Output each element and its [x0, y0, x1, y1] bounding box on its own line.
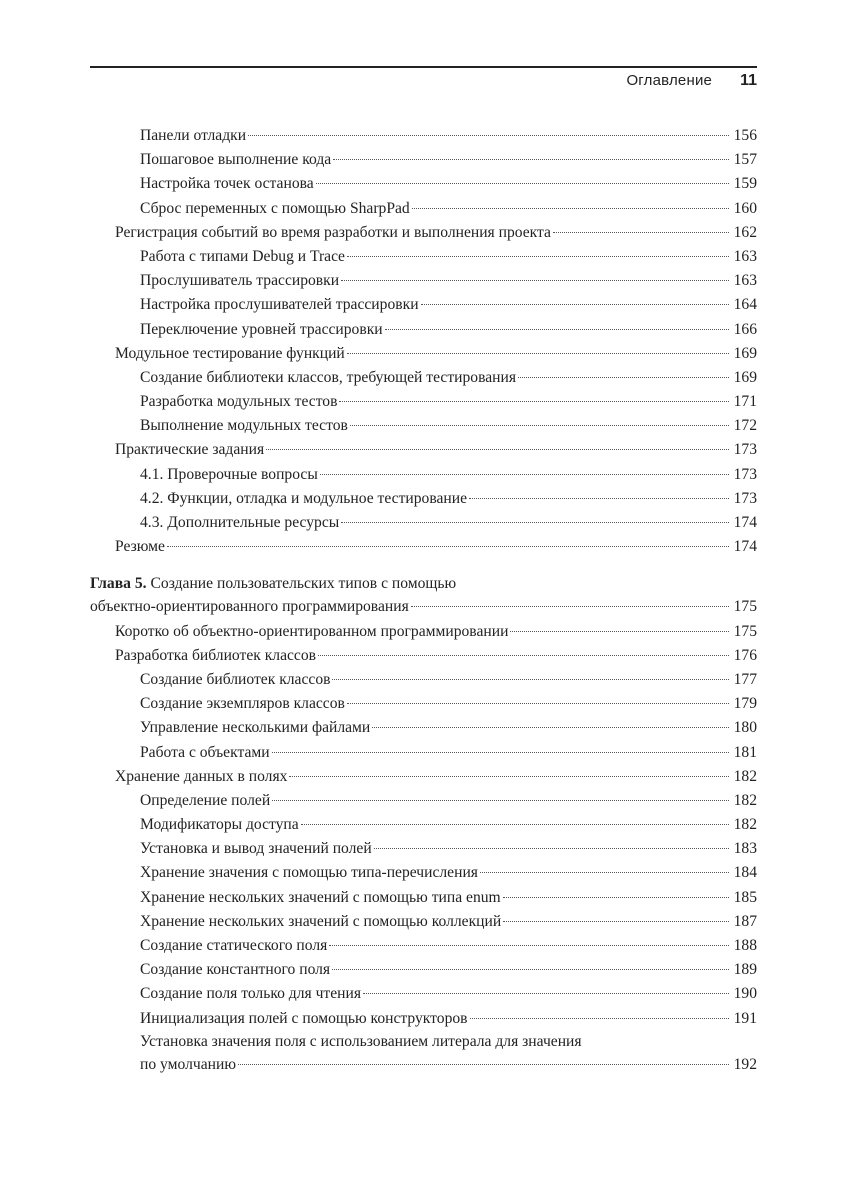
entry-text: Создание статического поля [140, 937, 328, 954]
entry-text: Разработка библиотек классов [115, 646, 317, 664]
entry-page-number: 181 [733, 743, 757, 761]
dot-leader [518, 377, 729, 378]
entry-page-number: 159 [733, 175, 757, 193]
entry-text: Хранение значения с помощью типа-перечисления [140, 864, 478, 882]
entry-page-number: 179 [733, 695, 757, 713]
dot-leader [503, 921, 729, 922]
running-head [626, 72, 757, 90]
entry-text: Создание поля только для чтения [140, 985, 362, 1003]
entry-page-number: 182 [733, 816, 757, 834]
toc-entry[interactable] [90, 269, 757, 293]
dot-leader [372, 727, 729, 728]
entry-text: Разработка модульных тестов [140, 393, 338, 411]
entry-text: Инициализация полей с помощью конструкторов [140, 1009, 468, 1027]
dot-leader [363, 993, 729, 994]
entry-page-number: 163 [733, 272, 757, 290]
toc-entry[interactable] [90, 765, 757, 789]
toc-entry[interactable] [90, 124, 757, 148]
chapter-label: Глава 5. [90, 575, 147, 593]
entry-text: Панели отладки [140, 127, 247, 144]
entry-page-number: 182 [733, 767, 757, 785]
entry-page-number: 175 [733, 622, 757, 640]
dot-leader [318, 655, 729, 656]
entry-text: Регистрация событий во время разработки и выполнения проекта [115, 223, 551, 241]
entry-text-line1: Установка значения поля с использованием литерала для значения [140, 1032, 582, 1050]
entry-page-number: 173 [733, 465, 757, 483]
entry-page-number: 177 [733, 670, 757, 688]
dot-leader [411, 606, 729, 607]
entry-text: Модульное тестирование функций [115, 344, 345, 362]
header-rule [90, 66, 757, 68]
toc-entry[interactable] [90, 910, 757, 934]
toc-entry-multiline-continuation[interactable] [90, 1053, 757, 1077]
dot-leader [332, 679, 729, 680]
toc-entry[interactable] [90, 620, 757, 644]
entry-text: Настройка прослушивателей трассировки [140, 296, 419, 314]
toc-section-chapter-5 [90, 620, 757, 1031]
entry-text: Создание экземпляров классов [140, 695, 345, 713]
toc-entry-multiline[interactable] [90, 1031, 757, 1053]
toc-entry[interactable] [90, 511, 757, 535]
entry-page-number: 157 [733, 151, 757, 169]
entry-text: Переключение уровней трассировки [140, 320, 383, 338]
dot-leader [374, 848, 729, 849]
dot-leader [238, 1064, 729, 1065]
entry-page-number: 182 [733, 791, 757, 809]
entry-page-number: 162 [733, 223, 757, 241]
entry-page-number: 184 [733, 864, 757, 882]
toc-entry[interactable] [90, 861, 757, 885]
toc-entry[interactable] [90, 886, 757, 910]
entry-text: Сброс переменных с помощью SharpPad [140, 199, 410, 217]
entry-page-number: 180 [733, 719, 757, 737]
dot-leader [301, 824, 729, 825]
dot-leader [167, 546, 729, 547]
entry-text: Практические задания [115, 441, 265, 459]
entry-text: Управление несколькими файлами [140, 719, 371, 737]
dot-leader [480, 872, 729, 873]
page-number: 11 [740, 72, 757, 89]
entry-page-number: 191 [733, 1009, 757, 1027]
dot-leader [339, 401, 729, 402]
dot-leader [320, 474, 729, 475]
entry-text: Модификаторы доступа [140, 816, 299, 834]
entry-text: Хранение нескольких значений с помощью типа enum [140, 888, 501, 906]
toc-entry[interactable] [90, 716, 757, 740]
entry-page-number: 173 [733, 489, 757, 507]
entry-page-number: 163 [733, 247, 757, 265]
entry-page-number: 174 [733, 538, 757, 556]
dot-leader [272, 800, 729, 801]
dot-leader [289, 776, 729, 777]
toc-entry[interactable] [90, 535, 757, 559]
dot-leader [412, 208, 729, 209]
dot-leader [347, 256, 729, 257]
chapter-heading[interactable] [90, 573, 757, 595]
toc-entry[interactable] [90, 692, 757, 716]
entry-page-number: 164 [733, 296, 757, 314]
dot-leader [272, 752, 729, 753]
entry-page-number: 187 [733, 912, 757, 930]
dot-leader [421, 304, 729, 305]
entry-page-number: 190 [733, 985, 757, 1003]
entry-text: 4.1. Проверочные вопросы [140, 465, 318, 483]
entry-text: Создание константного поля [140, 961, 331, 979]
dot-leader [510, 631, 729, 632]
toc-entry[interactable] [90, 958, 757, 982]
toc-entry[interactable] [90, 245, 757, 269]
entry-text: Хранение нескольких значений с помощью коллекций [140, 912, 502, 930]
toc-entry[interactable] [90, 668, 757, 692]
entry-text: Выполнение модульных тестов [140, 417, 348, 435]
chapter-title-line1: Создание пользовательских типов с помощью [150, 575, 457, 593]
toc-entry[interactable] [90, 172, 757, 196]
dot-leader [470, 1018, 729, 1019]
entry-text: Хранение данных в полях [115, 767, 288, 785]
toc-entry[interactable] [90, 487, 757, 511]
toc-entry[interactable] [90, 813, 757, 837]
entry-text: Резюме [115, 538, 165, 556]
entry-page-number: 176 [733, 646, 757, 664]
entry-page-number: 174 [733, 514, 757, 531]
toc-entry[interactable] [90, 644, 757, 668]
entry-text: 4.3. Дополнительные ресурсы [140, 514, 340, 531]
chapter-heading-continuation[interactable] [90, 595, 757, 619]
entry-text: Определение полей [140, 791, 271, 809]
entry-text: Установка и вывод значений полей [140, 840, 372, 858]
entry-page-number: 172 [733, 417, 757, 435]
entry-page-number: 166 [733, 320, 757, 338]
entry-text: Создание библиотеки классов, требующей тестирования [140, 368, 517, 386]
entry-page-number: 156 [733, 127, 757, 144]
entry-text-line2: по умолчанию [140, 1055, 236, 1073]
entry-text: Прослушиватель трассировки [140, 272, 340, 290]
toc-entry[interactable] [90, 463, 757, 487]
toc-entry[interactable] [90, 414, 757, 438]
entry-page-number: 171 [733, 393, 757, 411]
table-of-contents [90, 124, 757, 1077]
toc-entry[interactable] [90, 197, 757, 221]
toc-entry[interactable] [90, 741, 757, 765]
dot-leader [266, 449, 729, 450]
toc-entry[interactable] [90, 342, 757, 366]
toc-entry[interactable] [90, 438, 757, 462]
entry-text: Настройка точек останова [140, 175, 314, 193]
entry-text: 4.2. Функции, отладка и модульное тестирование [140, 489, 468, 507]
dot-leader [248, 135, 729, 136]
toc-entry[interactable] [90, 366, 757, 390]
entry-text: Работа с типами Debug и Trace [140, 247, 345, 265]
entry-text: Пошаговое выполнение кода [140, 151, 332, 169]
toc-entry[interactable] [90, 221, 757, 245]
dot-leader [347, 703, 729, 704]
entry-page-number: 169 [733, 344, 757, 362]
dot-leader [333, 159, 729, 160]
toc-entry[interactable] [90, 293, 757, 317]
entry-page-number: 169 [733, 368, 757, 386]
dot-leader [350, 425, 729, 426]
dot-leader [469, 498, 729, 499]
dot-leader [329, 945, 729, 946]
toc-entry[interactable] [90, 318, 757, 342]
dot-leader [553, 232, 729, 233]
chapter-page-number: 175 [733, 598, 757, 616]
toc-section-chapter-4 [90, 124, 757, 559]
toc-entry[interactable] [90, 837, 757, 861]
toc-entry[interactable] [90, 934, 757, 958]
entry-text: Работа с объектами [140, 743, 270, 761]
dot-leader [341, 522, 729, 523]
dot-leader [385, 329, 729, 330]
dot-leader [341, 280, 729, 281]
toc-entry[interactable] [90, 148, 757, 172]
entry-page-number: 185 [733, 888, 757, 906]
entry-page-number: 188 [733, 937, 757, 954]
toc-entry[interactable] [90, 789, 757, 813]
entry-page-number: 183 [733, 840, 757, 858]
entry-text: Создание библиотек классов [140, 670, 331, 688]
dot-leader [347, 353, 729, 354]
toc-entry[interactable] [90, 390, 757, 414]
running-title: Оглавление [626, 72, 713, 89]
dot-leader [316, 183, 729, 184]
toc-entry[interactable] [90, 982, 757, 1006]
entry-page-number: 173 [733, 441, 757, 459]
entry-page-number: 160 [733, 199, 757, 217]
entry-text: Коротко об объектно-ориентированном программировании [115, 622, 509, 640]
dot-leader [332, 969, 729, 970]
toc-entry[interactable] [90, 1007, 757, 1031]
chapter-title-line2: объектно-ориентированного программирования [90, 598, 409, 616]
dot-leader [503, 897, 729, 898]
entry-page-number: 189 [733, 961, 757, 979]
chapter-gap [90, 559, 757, 573]
entry-page-number: 192 [733, 1055, 757, 1073]
